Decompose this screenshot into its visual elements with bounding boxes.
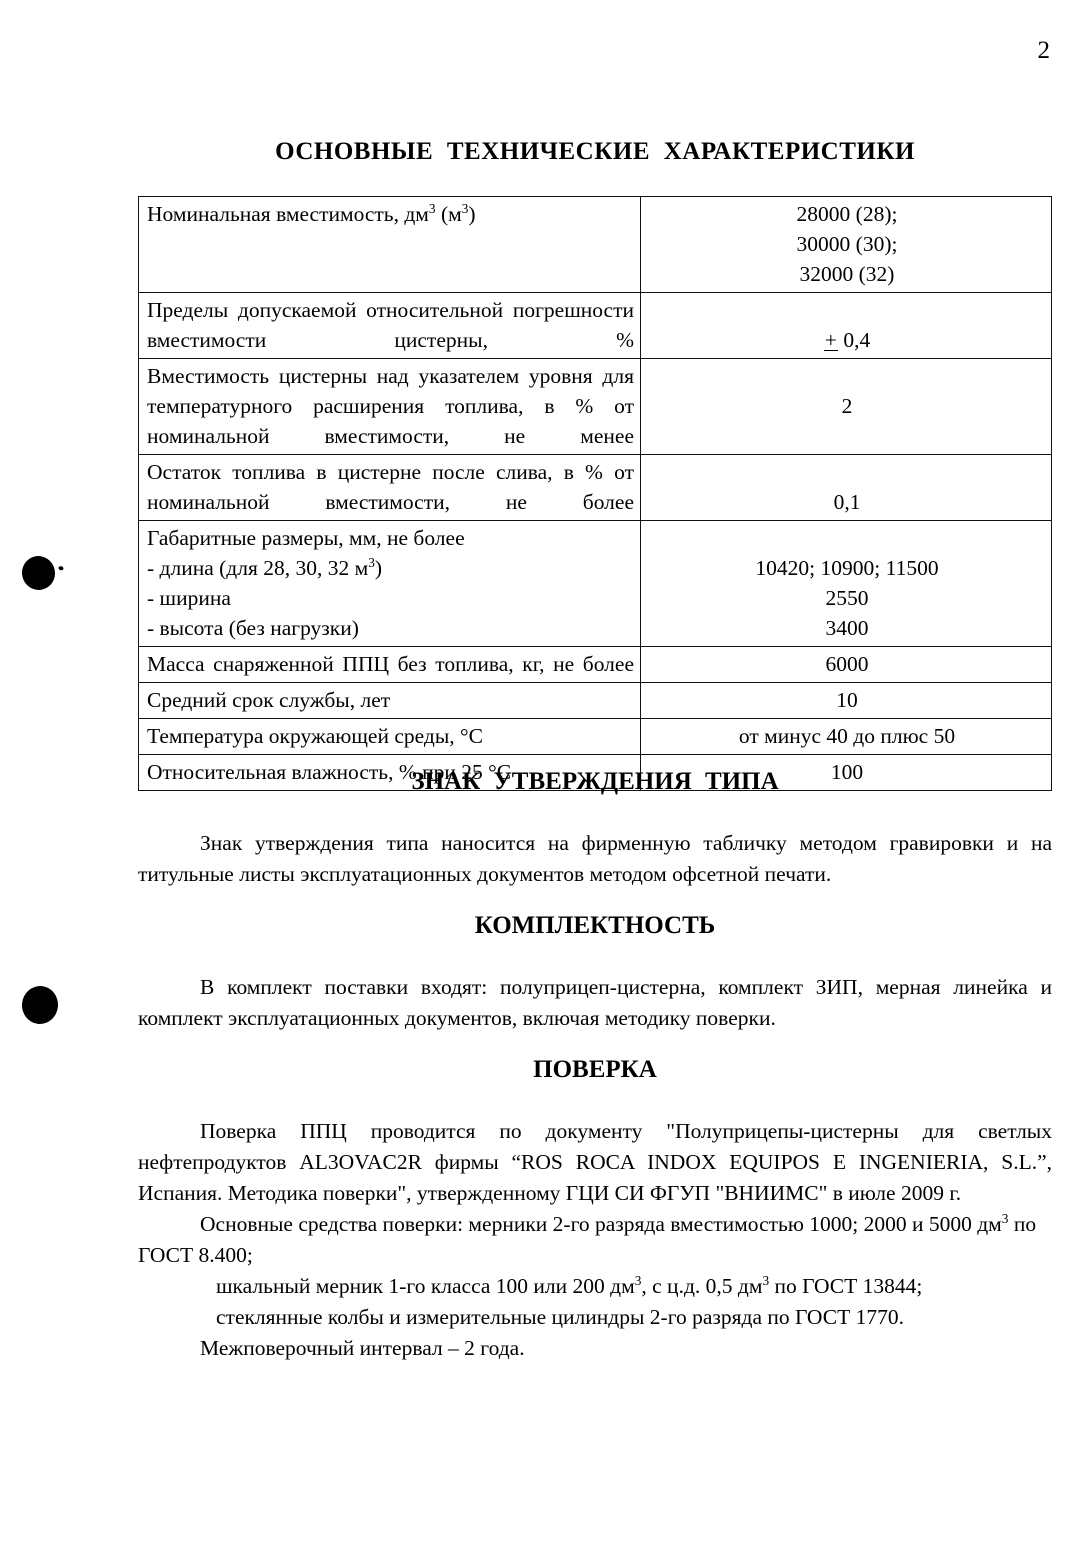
spec-value: 10	[641, 683, 1052, 719]
spec-label: Вместимость цистерны над указателем уровня для температурного расширения топлива, в % от номинальной вместимости, не менее	[139, 359, 641, 455]
section-heading: ЗНАК УТВЕРЖДЕНИЯ ТИПА	[411, 768, 779, 795]
verification-paragraph-3: шкальный мерник 1-го класса 100 или 200 $дм^3$, с ц.д. 0,5 $дм^3$ по ГОСТ 13844;	[216, 1272, 923, 1298]
spec-value: 28000 (28); 30000 (30); 32000 (32)	[641, 197, 1052, 293]
section-type-approval-mark	[138, 768, 1052, 890]
spec-label: Габаритные размеры, мм, не более - длина (для 28, 30, 32 $м^3$) - ширина - высота (без нагрузки)	[139, 521, 641, 647]
table-row	[139, 455, 1052, 521]
spec-value: 10420; 10900; 11500 2550 3400	[641, 521, 1052, 647]
spec-label: Пределы допускаемой относительной погрешности вместимости цистерны, %	[139, 293, 641, 359]
page-title: ОСНОВНЫЕ ТЕХНИЧЕСКИЕ ХАРАКТЕРИСТИКИ	[275, 138, 915, 165]
spec-label: Остаток топлива в цистерне после слива, в % от номинальной вместимости, не более	[139, 455, 641, 521]
spec-label: Масса снаряженной ППЦ без топлива, кг, не более	[139, 647, 641, 683]
table-row	[139, 647, 1052, 683]
spec-label: Относительная влажность, % при 25 °С	[139, 755, 641, 791]
spec-value: 100	[641, 755, 1052, 791]
page-number: 2	[1037, 37, 1050, 64]
scan-artifact-punch-mark	[20, 984, 60, 1026]
section-paragraph: В комплект поставки входят: полуприцеп-цистерна, комплект ЗИП, мерная линейка и комплект эксплуатационных документов, включая методику поверки.	[138, 975, 1052, 1030]
verification-paragraph-4: стеклянные колбы и измерительные цилиндры 2-го разряда по ГОСТ 1770.	[216, 1305, 904, 1329]
spec-label: Температура окружающей среды, °С	[139, 719, 641, 755]
scan-artifact-punch-mark	[19, 553, 58, 593]
section-verification	[138, 1056, 1052, 1364]
spec-value: 0,1	[641, 455, 1052, 521]
spec-label: Номинальная вместимость, $дм^3$ $(м^3)$	[139, 197, 641, 293]
spec-value: от минус 40 до плюс 50	[641, 719, 1052, 755]
spec-value: 2	[641, 359, 1052, 455]
verification-paragraph-2: Основные средства поверки: мерники 2-го разряда вместимостью 1000; 2000 и 5000 $дм^3$ по ГОСТ 8.400;	[138, 1210, 1037, 1267]
table-row	[139, 197, 1052, 293]
table-row	[139, 359, 1052, 455]
section-heading: ПОВЕРКА	[533, 1056, 657, 1083]
table-row	[139, 293, 1052, 359]
spec-value: + 0,4	[641, 293, 1052, 359]
table-row	[139, 683, 1052, 719]
table-row	[139, 719, 1052, 755]
technical-specifications-table	[138, 196, 1052, 791]
spec-label: Средний срок службы, лет	[139, 683, 641, 719]
section-paragraph: Знак утверждения типа наносится на фирменную табличку методом гравировки и на титульные листы эксплуатационных документов методом офсетной печати.	[138, 831, 1052, 886]
verification-paragraph-1: Поверка ППЦ проводится по документу "Полуприцепы-цистерны для светлых нефтепродуктов AL3OVAC2R фирмы “ROS ROCA INDOX EQUIPOS E INGENIERIA, S.L.”, Испания. Методика поверки", утвержденному ГЦИ СИ ФГУП "ВНИИМС" в июле 2009 г.	[138, 1119, 1052, 1205]
table-row	[139, 521, 1052, 647]
verification-paragraph-5: Межповерочный интервал – 2 года.	[200, 1336, 525, 1360]
spec-value: 6000	[641, 647, 1052, 683]
section-completeness	[138, 912, 1052, 1034]
section-heading: КОМПЛЕКТНОСТЬ	[474, 912, 716, 939]
